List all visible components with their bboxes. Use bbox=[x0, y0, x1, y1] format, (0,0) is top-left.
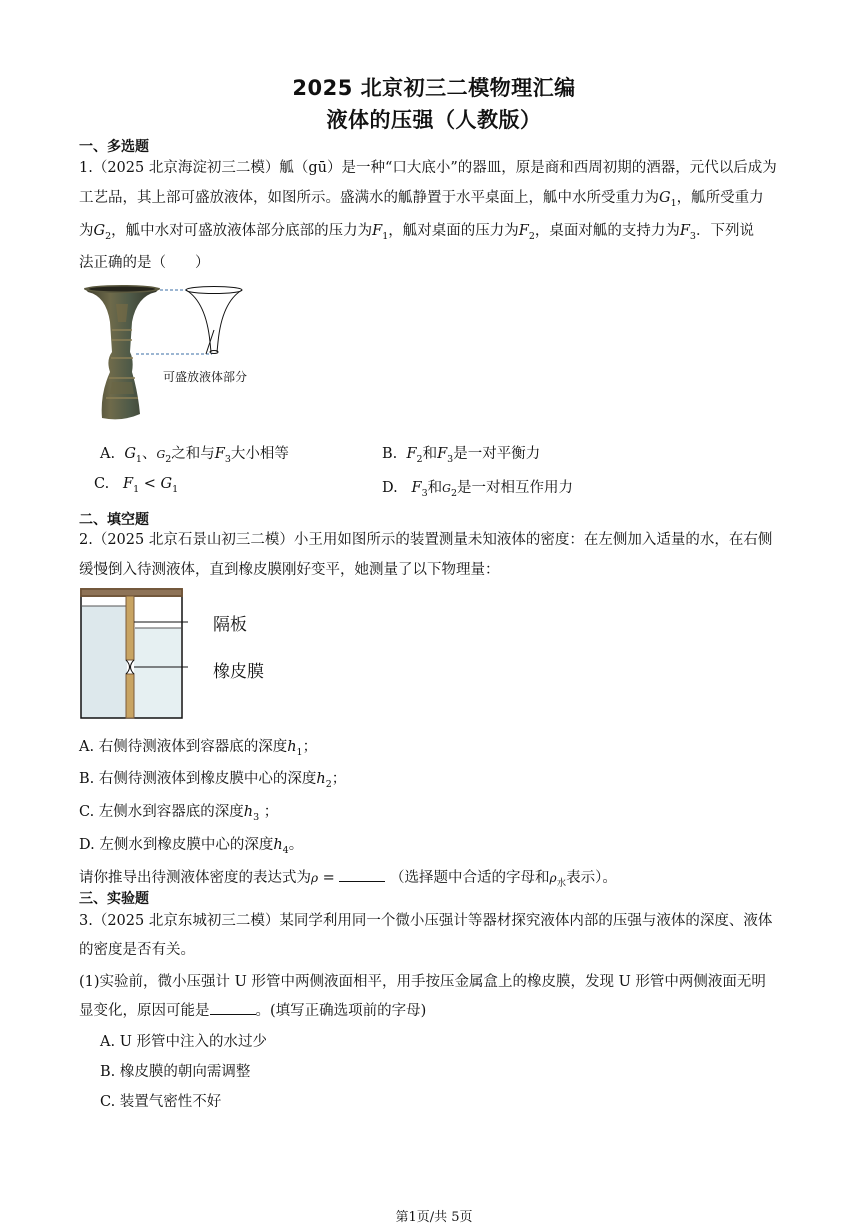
section-heading-multiple-choice: 一、多选题 bbox=[79, 139, 149, 155]
q3-line4: 显变化，原因可能是 。(填写正确选项前的字母) bbox=[79, 1003, 427, 1019]
label-partition: 隔板 bbox=[213, 615, 247, 635]
q3-line2: 的密度是否有关。 bbox=[79, 942, 195, 958]
q2-line1: 2.（2025 北京石景山初三二模）小王用如图所示的装置测量未知液体的密度：在左侧加入适量的水，在右侧 bbox=[79, 532, 773, 548]
q3-option-c[interactable]: C. 装置气密性不好 bbox=[100, 1094, 222, 1110]
q1-option-b[interactable]: B. $F_2$和$F_3$是一对平衡力 bbox=[382, 446, 541, 465]
figure-label-liquid-part: 可盛放液体部分 bbox=[163, 370, 248, 384]
q1-line1: 1.（2025 北京海淀初三二模）觚（gū）是一种“口大底小”的器皿，原是商和西周初期的酒器，元代以后成为 bbox=[79, 160, 777, 176]
q1-option-a[interactable]: A. $G_1$、$G_2$之和与$F_3$大小相等 bbox=[100, 446, 289, 465]
page-title-line2: 液体的压强（人教版） bbox=[326, 108, 542, 132]
q1-line2: 工艺品，其上部可盛放液体，如图所示。盛满水的觚静置于水平桌面上，觚中水所受重力为$G_1$，觚所受重力 bbox=[79, 190, 764, 209]
q2-ask: 请你推导出待测液体密度的表达式为ρ = （选择题中合适的字母和$\rho_水$表示）。 bbox=[79, 870, 617, 889]
q3-option-b[interactable]: B. 橡皮膜的朝向需调整 bbox=[100, 1064, 251, 1080]
page-title-line1: 2025 北京初三二模物理汇编 bbox=[292, 76, 576, 100]
answer-blank[interactable] bbox=[339, 868, 385, 882]
q2-option-d[interactable]: D. 左侧水到橡皮膜中心的深度$h_4$。 bbox=[79, 837, 304, 856]
q3-line3: (1)实验前，微小压强计 U 形管中两侧液面相平，用手按压金属盒上的橡皮膜，发现 U 形管中两侧液面无明 bbox=[79, 974, 766, 990]
q1-option-c[interactable]: C. $F_1 < G_1$ bbox=[94, 476, 179, 495]
gu-vessel-figure bbox=[82, 282, 282, 427]
q2-line2: 缓慢倒入待测液体，直到橡皮膜刚好变平，她测量了以下物理量： bbox=[79, 562, 500, 578]
q3-option-a[interactable]: A. U 形管中注入的水过少 bbox=[100, 1034, 268, 1050]
cup-outline-diagram bbox=[186, 287, 242, 355]
answer-blank-q3[interactable] bbox=[210, 1001, 256, 1015]
section-heading-experiment: 三、实验题 bbox=[79, 891, 149, 907]
container-partition-figure bbox=[80, 588, 190, 722]
q2-option-b[interactable]: B. 右侧待测液体到橡皮膜中心的深度$h_2$； bbox=[79, 771, 347, 790]
q1-option-d[interactable]: D. $F_3$和$G_2$是一对相互作用力 bbox=[382, 480, 573, 499]
q1-line3: 为$G_2$，觚中水对可盛放液体部分底部的压力为$F_1$，觚对桌面的压力为$F_2$，桌面对觚的支持力为$F_3$．下列说 bbox=[79, 223, 754, 242]
q1-line4: 法正确的是（ ） bbox=[79, 255, 210, 271]
page-footer: 第1页/共 5页 bbox=[395, 1210, 473, 1225]
q2-option-a[interactable]: A. 右侧待测液体到容器底的深度$h_1$； bbox=[79, 739, 318, 758]
q2-option-c[interactable]: C. 左侧水到容器底的深度$h_3$ ； bbox=[79, 804, 279, 823]
q3-line1: 3.（2025 北京东城初三二模）某同学利用同一个微小压强计等器材探究液体内部的压强与液体的深度、液体 bbox=[79, 913, 773, 929]
bronze-gu-photo bbox=[84, 285, 160, 419]
label-rubber-membrane: 橡皮膜 bbox=[213, 662, 264, 682]
section-heading-fill-blank: 二、填空题 bbox=[79, 512, 149, 528]
